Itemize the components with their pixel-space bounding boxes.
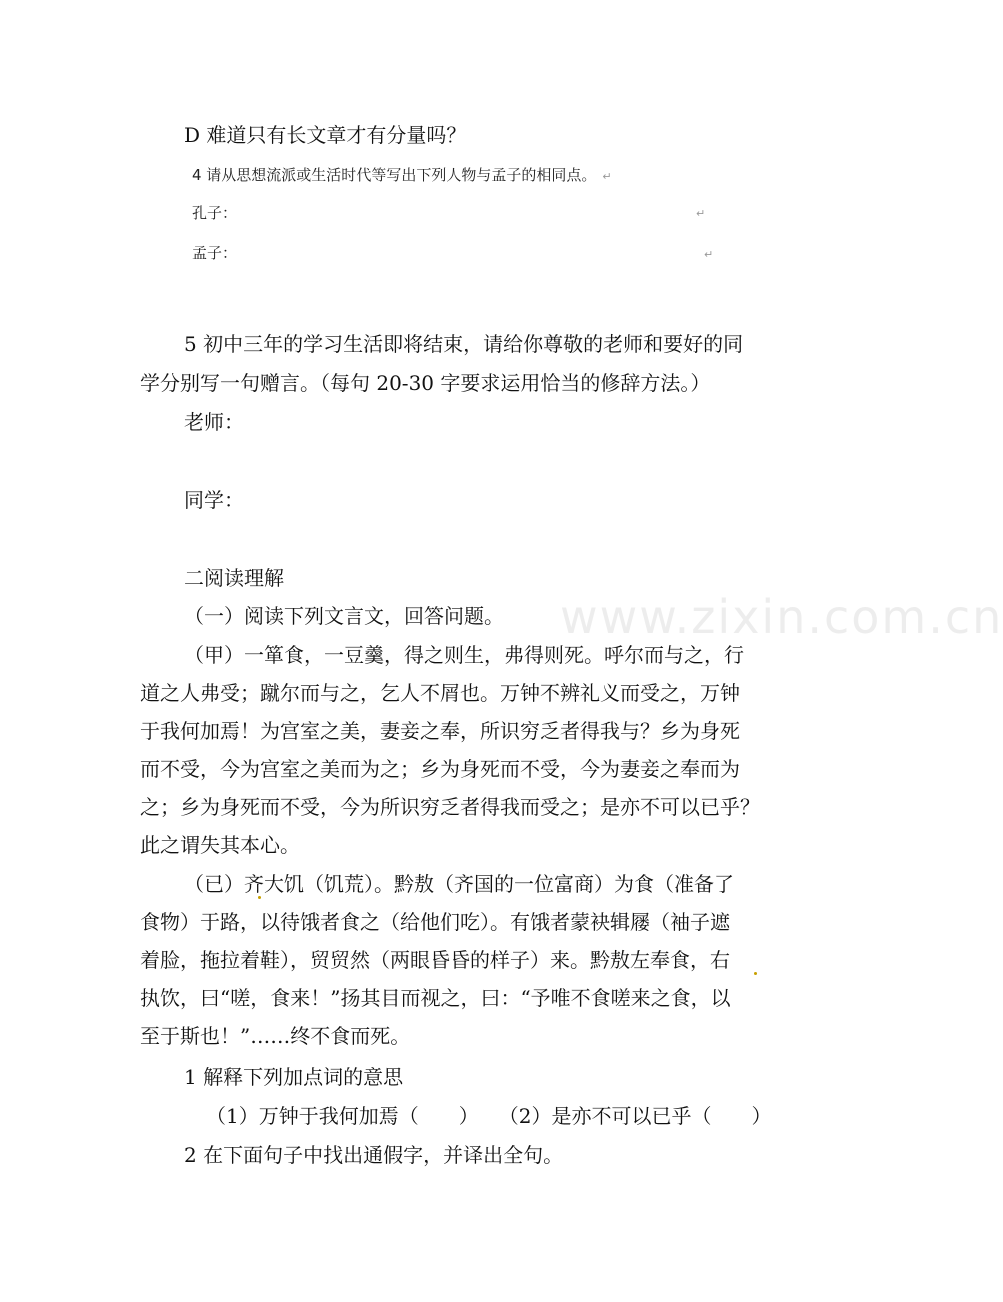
part-heading: （一）阅读下列文言文，回答问题。 — [184, 604, 504, 628]
passage-yi-line3: 着脸，拖拉着鞋），贸贸然（两眼昏昏的样子）来。黔敖左奉食，右 — [140, 948, 730, 972]
classmate-label: 同学： — [184, 488, 244, 512]
passage-yi-line5: 至于斯也！”……终不食而死。 — [140, 1024, 411, 1048]
question-1-items: （1）万钟于我何加焉（ ） （2）是亦不可以已乎（ ） — [206, 1104, 772, 1128]
passage-jia-line4: 而不受，今为宫室之美而为之；乡为身死而不受，今为妻妾之奉而为 — [140, 757, 740, 781]
passage-jia-line1: （甲）一箪食，一豆羹，得之则生，弗得则死。呼尔而与之，行 — [184, 643, 744, 667]
emphasis-dot — [754, 972, 757, 975]
option-d: D 难道只有长文章才有分量吗？ — [184, 123, 467, 147]
return-mark: ↵ — [602, 170, 612, 183]
section-heading: 二阅读理解 — [184, 566, 284, 590]
q4-mengzi-label: 孟子： — [192, 244, 238, 262]
return-mark: ↵ — [704, 248, 714, 261]
passage-jia-line5: 之；乡为身死而不受，今为所识穷乏者得我而受之；是亦不可以已乎？ — [140, 795, 760, 819]
passage-jia-line2: 道之人弗受；蹴尔而与之，乞人不屑也。万钟不辨礼义而受之，万钟 — [140, 681, 740, 705]
passage-jia-line6: 此之谓失其本心。 — [140, 833, 300, 857]
question-5-line2: 学分别写一句赠言。（每句 20-30 字要求运用恰当的修辞方法。） — [140, 371, 711, 395]
passage-yi-line4: 执饮，曰“嗟，食来！”扬其目而视之，曰：“予唯不食嗟来之食，以 — [140, 986, 731, 1010]
question-5-line1: 5 初中三年的学习生活即将结束，请给你尊敬的老师和要好的同 — [184, 332, 744, 356]
return-mark: ↵ — [696, 207, 706, 220]
emphasis-dot — [258, 896, 261, 899]
q4-prompt — [192, 164, 612, 185]
q4-kongzi-label: 孔子： — [192, 204, 238, 222]
watermark: www.zixin.com.cn — [560, 590, 1003, 644]
passage-yi-line2: 食物）于路，以待饿者食之（给他们吃）。有饿者蒙袂辑屦（袖子遮 — [140, 910, 730, 934]
teacher-label: 老师： — [184, 410, 244, 434]
question-1: 1 解释下列加点词的意思 — [184, 1065, 404, 1089]
q4-text: 4 请从思想流派或生活时代等写出下列人物与孟子的相同点。 — [192, 166, 597, 184]
passage-jia-line3: 于我何加焉！为宫室之美，妻妾之奉，所识穷乏者得我与？乡为身死 — [140, 719, 740, 743]
passage-yi-line1: （已）齐大饥（饥荒）。黔敖（齐国的一位富商）为食（准备了 — [184, 872, 734, 896]
question-2: 2 在下面句子中找出通假字，并译出全句。 — [184, 1143, 564, 1167]
